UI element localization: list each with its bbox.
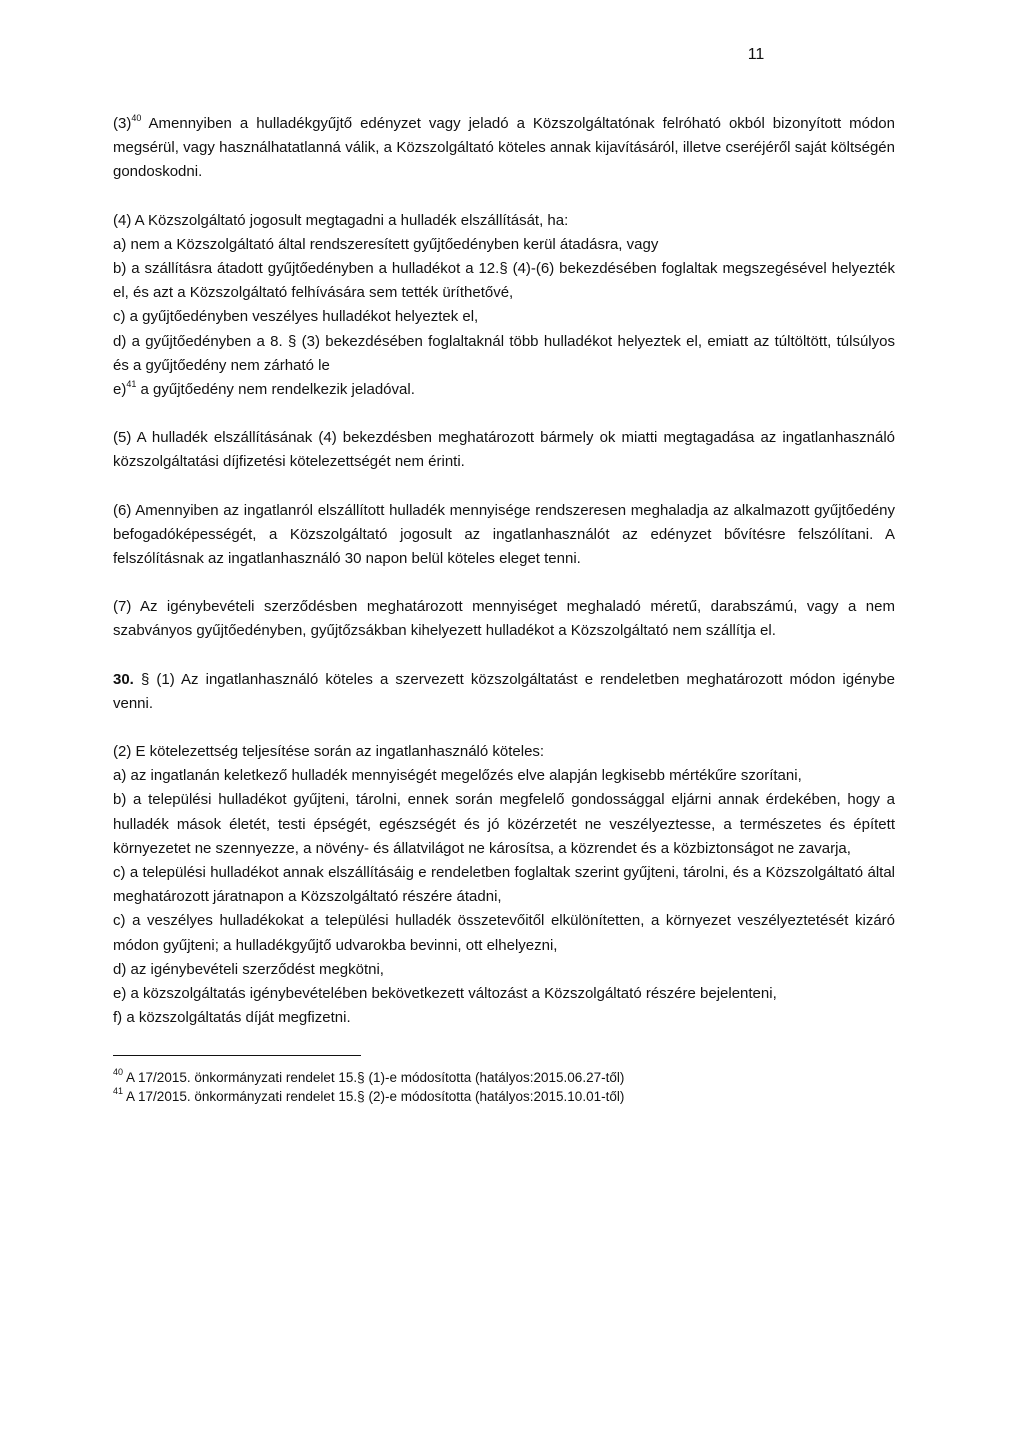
paragraph-30-2 <box>113 740 895 1030</box>
footnote-41: $^{41}$ A 17/2015. önkormányzati rendelet 15.§ (2)-e módosította (hatályos:2015.10.01-től) <box>113 1086 625 1104</box>
paragraph-5: (5) A hulladék elszállításának (4) bekezdésben meghatározott bármely ok miatti megtagadása az ingatlanhasználó közszolgáltatási díjfizetési kötelezettségét nem érinti. <box>113 429 895 471</box>
item-4c: c) a gyűjtőedényben veszélyes hulladékot helyeztek el, <box>113 308 479 326</box>
item-30-2b: b) a települési hulladékot gyűjteni, tárolni, ennek során megfelelő gondossággal eljárni annak érdekében, hogy a hulladék mások életét, testi épségét, egészségét és jó közérzetét ne veszélyeztesse, a természetes és épített környezetet ne szennyezze, a növény- és állatvilágot ne károsítsa, a közrendet és a közbiztonságot ne zavarja, <box>113 791 895 857</box>
paragraph-7: (7) Az igénybevételi szerződésben meghatározott mennyiséget meghaladó méretű, darabszámú, vagy a nem szabványos gyűjtőedényben, gyűjtőzsákban kihelyezett hulladékot a Közszolgáltató nem szállítja el. <box>113 598 895 640</box>
paragraph-4 <box>113 209 895 403</box>
footnotes <box>113 1068 895 1106</box>
footnote-ref-41: 41 <box>126 379 137 390</box>
paragraph-3: $(3)^{40}$ Amennyiben a hulladékgyűjtő edényzet vagy jeladó a Közszolgáltatónak felróható okból bizonyított módon megsérül, vagy használhatatlanná válik, a Közszolgáltató köteles annak kijavításáról, illetve cseréjéről saját költségén gondoskodni. <box>113 113 895 181</box>
section-30-number: 30. <box>113 670 134 688</box>
item-4b: b) a szállításra átadott gyűjtőedényben a hulladékot a 12.§ (4)-(6) bekezdésében foglaltak megszegésével helyezték el, és azt a Közszolgáltató felhívására sem tették üríthetővé, <box>113 260 895 302</box>
item-30-2f: f) a közszolgáltatás díját megfizetni. <box>113 1009 351 1027</box>
paragraph-30-2-intro: (2) E kötelezettség teljesítése során az ingatlanhasználó köteles: <box>113 743 545 761</box>
item-4e: e)$^{41}$ a gyűjtőedény nem rendelkezik jeladóval. <box>113 379 415 399</box>
document-body <box>113 112 895 1106</box>
item-30-2d: d) az igénybevételi szerződést megkötni, <box>113 960 384 978</box>
paragraph-4-intro: (4) A Közszolgáltató jogosult megtagadni a hulladék elszállítását, ha: <box>113 211 569 229</box>
paragraph-6: (6) Amennyiben az ingatlanról elszállított hulladék mennyisége rendszeresen meghaladja az alkalmazott gyűjtőedény befogadóképességét, a Közszolgáltató jogosult az ingatlanhasználót az edényzet bővítésre felszólítani. A felszólításnak az ingatlanhasználó 30 napon belül köteles eleget tenni. <box>113 501 895 568</box>
item-30-2e: e) a közszolgáltatás igénybevételében bekövetkezett változást a Közszolgáltató részére bejelenteni, <box>113 985 777 1003</box>
item-30-2a: a) az ingatlanán keletkező hulladék mennyiségét megelőzés elve alapján legkisebb mértékűre szorítani, <box>113 767 802 785</box>
item-30-2c1: c) a települési hulladékot annak elszállításáig e rendeletben foglaltak szerint gyűjteni, tárolni, és a Közszolgáltató által meghatározott járatnapon a Közszolgáltató részére átadni, <box>113 864 895 906</box>
footnote-rule <box>113 1055 361 1056</box>
item-4d: d) a gyűjtőedényben a 8. § (3) bekezdésében foglaltaknál több hulladékot helyeztek el, emiatt az túltöltött, túlsúlyos és a gyűjtőedény nem zárható le <box>113 332 895 374</box>
page-number: 11 <box>747 46 765 63</box>
footnote-ref-40: 40 <box>131 113 142 123</box>
item-30-2c2: c) a veszélyes hulladékokat a települési hulladék összetevőitől elkülönítetten, a környezet veszélyeztetését kizáró módon gyűjteni; a hulladékgyűjtő udvarokba bevinni, ott elhelyezni, <box>113 912 895 954</box>
footnote-40: $^{40}$ A 17/2015. önkormányzati rendelet 15.§ (1)-e módosította (hatályos:2015.06.27-től) <box>113 1067 625 1085</box>
section-30: 30. § (1) Az ingatlanhasználó köteles a szervezett közszolgáltatást e rendeletben meghatározott módon igénybe venni. <box>113 670 895 712</box>
item-4a: a) nem a Közszolgáltató által rendszeresített gyűjtőedényben kerül átadásra, vagy <box>113 235 659 253</box>
